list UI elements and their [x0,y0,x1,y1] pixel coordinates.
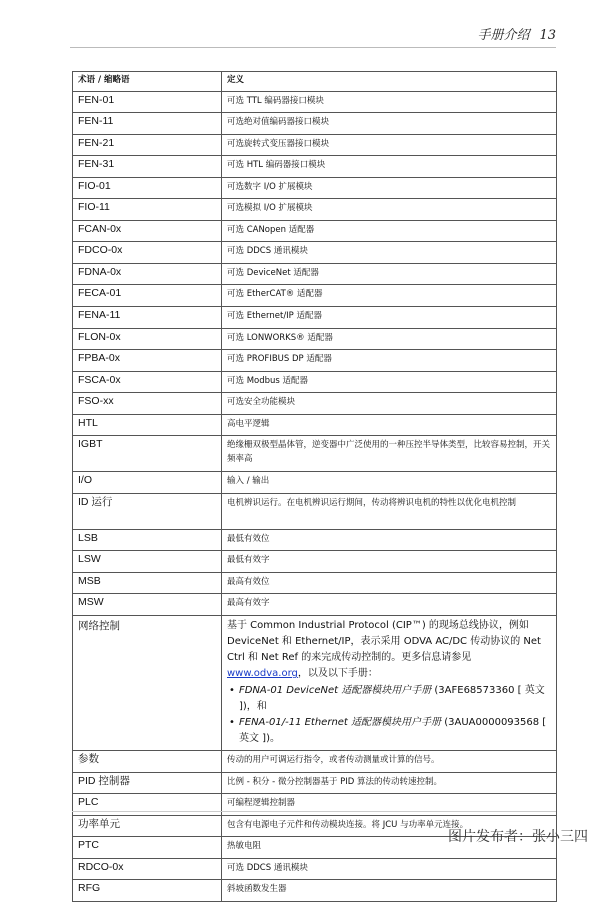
table-row [73,472,557,494]
term-cell: RDCO-0x [73,858,222,880]
definition-cell: 可选模拟 I/O 扩展模块 [222,199,557,221]
table-row [73,371,557,393]
term-cell: FLON-0x [73,328,222,350]
table-row [73,199,557,221]
footer-rule [72,811,556,812]
term-cell: FDNA-0x [73,263,222,285]
definition-cell: 可选 CANopen 适配器 [222,220,557,242]
table-row [73,436,557,472]
definition-cell: 可选 Ethernet/IP 适配器 [222,307,557,329]
definition-cell: 输入 / 输出 [222,472,557,494]
table-row [73,751,557,773]
table-row [73,572,557,594]
table-row [73,242,557,264]
definition-cell: 可选 PROFIBUS DP 适配器 [222,350,557,372]
definition-cell: 传动的用户可调运行指令，或者传动测量或计算的信号。 [222,751,557,773]
definition-cell: 可选 DDCS 通讯模块 [222,858,557,880]
definition-cell: 可选旋转式变压器接口模块 [222,134,557,156]
definition-cell: 包含有电源电子元件和传动模块连接。将 JCU 与功率单元连接。 [222,815,557,837]
table-row [73,393,557,415]
term-cell: FEN-11 [73,113,222,135]
term-cell: I/O [73,472,222,494]
table-row [73,493,557,529]
term-cell: FIO-11 [73,199,222,221]
definition-cell: 比例 - 积分 - 微分控制器基于 PID 算法的传动转速控制。 [222,772,557,794]
term-cell: MSW [73,594,222,616]
term-cell: FEN-31 [73,156,222,178]
table-row [73,156,557,178]
term-cell: RFG [73,880,222,902]
table-row [73,594,557,616]
column-header-term: 术语 / 缩略语 [73,72,222,92]
definition-cell: 可选安全功能模块 [222,393,557,415]
term-cell: FDCO-0x [73,242,222,264]
term-cell: FCAN-0x [73,220,222,242]
table-row [73,772,557,794]
term-cell: PLC [73,794,222,816]
term-cell: IGBT [73,436,222,472]
definition-cell: 可选 TTL 编码器接口模块 [222,91,557,113]
table-row [73,285,557,307]
list-item [239,715,551,747]
table-header-row [73,72,557,92]
definition-cell: 热敏电阻 [222,837,557,859]
definition-cell: 可选 LONWORKS® 适配器 [222,328,557,350]
definition-cell: 可选 HTL 编码器接口模块 [222,156,557,178]
manual-title: FDNA-01 DeviceNet 适配器模块用户手册 [239,685,432,697]
manual-code: (3AFE68573360 [ 英文 ])，和 [239,685,545,713]
header-title: 手册介绍 [477,28,530,43]
definition-cell: 可选绝对值编码器接口模块 [222,113,557,135]
table-row [73,880,557,902]
term-cell: 参数 [73,751,222,773]
term-cell: FIO-01 [73,177,222,199]
term-cell: HTL [73,414,222,436]
term-cell: FEN-01 [73,91,222,113]
term-cell: FEN-21 [73,134,222,156]
definition-cell: 电机辨识运行。在电机辨识运行期间，传动将辨识电机的特性以优化电机控制 [222,493,557,529]
manual-title: FENA-01/-11 Ethernet 适配器模块用户手册 [239,717,442,729]
table-row [73,414,557,436]
table-row [73,328,557,350]
table-row [73,551,557,573]
table-row-network-control [73,616,557,751]
term-cell: FECA-01 [73,285,222,307]
table-row [73,177,557,199]
term-cell: FSO-xx [73,393,222,415]
definition-cell: 可选数字 I/O 扩展模块 [222,177,557,199]
odva-link[interactable]: www.odva.org [227,668,298,680]
definition-cell: 最高有效位 [222,572,557,594]
definition-cell: 可选 Modbus 适配器 [222,371,557,393]
glossary-table [72,71,557,902]
manual-code: (3AUA0000093568 [ 英文 ])。 [239,717,547,745]
table-row [73,91,557,113]
definition-cell [222,616,557,751]
definition-cell: 最低有效位 [222,529,557,551]
term-cell: PTC [73,837,222,859]
term-cell: LSB [73,529,222,551]
table-row [73,307,557,329]
header-rule [70,47,556,48]
table-row [73,858,557,880]
term-cell: FPBA-0x [73,350,222,372]
page-header [477,24,556,43]
definition-cell: 高电平逻辑 [222,414,557,436]
network-desc-cont: ，以及以下手册： [297,668,378,680]
definition-cell: 可选 DeviceNet 适配器 [222,263,557,285]
definition-cell: 可编程逻辑控制器 [222,794,557,816]
table-row [73,134,557,156]
table-row [73,220,557,242]
term-cell: LSW [73,551,222,573]
list-item [239,683,551,715]
table-row [73,529,557,551]
term-cell: FSCA-0x [73,371,222,393]
term-cell: FENA-11 [73,307,222,329]
definition-cell: 绝缘栅双极型晶体管，逆变器中广泛使用的一种压控半导体类型，比较容易控制，开关频率高 [222,436,557,472]
definition-cell: 可选 DDCS 通讯模块 [222,242,557,264]
network-desc: 基于 Common Industrial Protocol (CIP™) 的现场总线协议，例如 DeviceNet 和 Ethernet/IP，表示采用 ODVA AC/DC 传动协议的 Net Ctrl 和 Net Ref 的来完成传动控制的。更多信息请参见 [227,620,541,664]
term-cell: 功率单元 [73,815,222,837]
definition-cell: 可选 EtherCAT® 适配器 [222,285,557,307]
definition-cell: 最低有效字 [222,551,557,573]
table-row [73,113,557,135]
column-header-definition: 定义 [222,72,557,92]
watermark: 图片发布者：张小三四 [448,829,588,845]
term-cell: PID 控制器 [73,772,222,794]
table-row [73,350,557,372]
manual-list [227,683,551,747]
definition-cell: 斜坡函数发生器 [222,880,557,902]
definition-cell: 最高有效字 [222,594,557,616]
glossary-body [73,91,557,901]
page-number: 13 [539,28,556,43]
term-cell: MSB [73,572,222,594]
term-cell: ID 运行 [73,493,222,529]
term-cell: 网络控制 [73,616,222,751]
table-row [73,263,557,285]
